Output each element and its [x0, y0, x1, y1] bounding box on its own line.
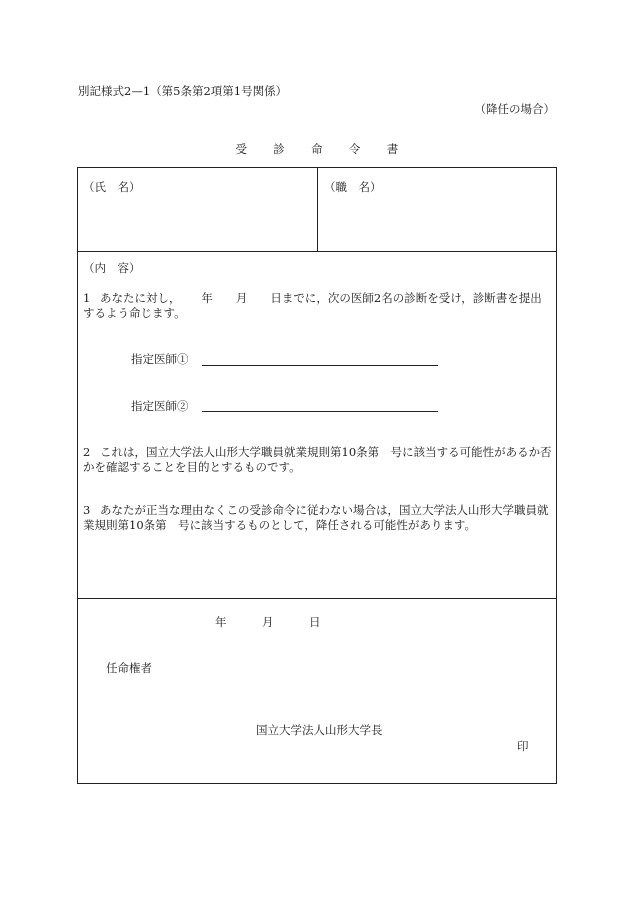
title-char: 診 — [273, 142, 286, 156]
row-divider — [78, 598, 556, 599]
content-label: （内 容） — [83, 261, 141, 275]
date-year: 年 — [215, 615, 227, 629]
item-3 — [83, 503, 553, 533]
doctor-1-label: 指定医師① — [131, 352, 189, 366]
item-2 — [83, 445, 553, 475]
row-divider — [78, 251, 556, 252]
document-title — [77, 141, 557, 157]
president-name: 国立大学法人山形大学長 — [256, 723, 383, 737]
form-table — [77, 167, 557, 784]
item-1-text: あなたに対し， 年 月 日までに，次の医師2名の診断を受け，診断書を提出するよう命じます。 — [83, 291, 542, 320]
title-char: 受 — [235, 142, 248, 156]
item-1-number: 1 — [83, 291, 91, 305]
title-char: 命 — [311, 142, 323, 156]
case-label: （降任の場合） — [474, 102, 555, 116]
doctor-2-line[interactable] — [202, 411, 438, 412]
doctor-1-line[interactable] — [202, 365, 438, 366]
item-3-number: 3 — [83, 503, 91, 517]
date-day: 日 — [309, 615, 321, 629]
title-char: 書 — [386, 142, 399, 156]
item-1 — [83, 291, 553, 321]
authority-label: 任命権者 — [106, 661, 152, 675]
doctor-2-label: 指定医師② — [131, 399, 189, 413]
item-3-text: あなたが正当な理由なくこの受診命令に従わない場合は，国立大学法人山形大学職員就業規則第10条第 号に該当するものとして，降任される可能性があります。 — [83, 503, 549, 532]
name-label: （氏 名） — [83, 180, 141, 194]
seal-mark: 印 — [517, 739, 529, 753]
item-2-text: これは，国立大学法人山形大学職員就業規則第10条第 号に該当する可能性があるか否かを確認することを目的とするものです。 — [83, 445, 552, 474]
position-label: （職 名） — [324, 180, 382, 194]
title-char: 令 — [348, 142, 361, 156]
form-reference: 別記様式2—1（第5条第2項第1号関係） — [78, 84, 288, 98]
column-divider — [317, 168, 318, 251]
date-month: 月 — [262, 615, 274, 629]
item-2-number: 2 — [83, 445, 91, 459]
